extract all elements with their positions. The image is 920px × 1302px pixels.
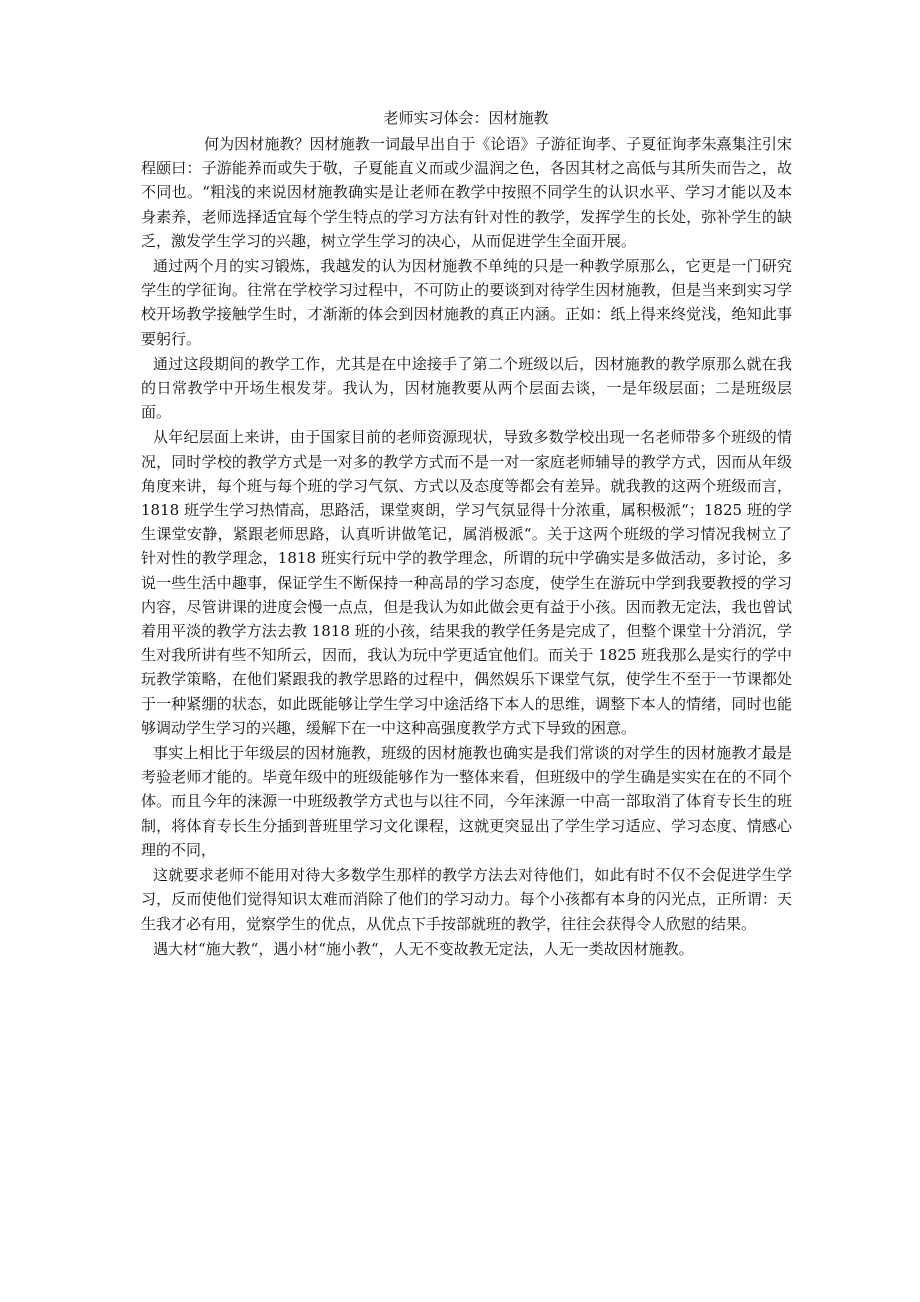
paragraph-definition: 何为因材施教？因材施教一词最早出自于《论语》子游征询孝、子夏征询孝朱熹集注引宋程颐曰：子游能养而或失于敬，子夏能直义而或少温润之色，各因其材之高低与其所失而告之，故不同也。“粗浅的来说因材施教确实是让老师在教学中按照不同学生的认识水平、学习才能以及本身素养，老师选择适宜每个学生特点的学习方法有针对性的教学，发挥学生的长处，弥补学生的缺乏，激发学生学习的兴趣，树立学生学习的决心，从而促进学生全面开展。 [141,135,792,250]
document-title: 老师实习体会：因材施教 [383,109,549,127]
paragraph-class-level: 事实上相比于年级层的因材施教，班级的因材施教也确实是我们常谈的对学生的因材施教才最是考验老师才能的。毕竟年级中的班级能够作为一整体来看，但班级中的学生确是实实在在的不同个体。而且今年的涞源一中班级教学方式也与以往不同，今年涞源一中高一部取消了体育专长生的班制，将体育专长生分插到普班里学习文化课程，这就更突显出了学生学习适应、学习态度、情感心理的不同， [141,744,792,859]
paragraph-internship: 通过两个月的实习锻炼，我越发的认为因材施教不单纯的只是一种教学原那么，它更是一门研究学生的学征询。往常在学校学习过程中，不可防止的要谈到对待学生因材施教，但是当来到实习学校开场教学接触学生时，才渐渐的体会到因材施教的真正内涵。正如：纸上得来终觉浅，绝知此事要躬行。 [141,257,792,348]
paragraph-teacher-requirement: 这就要求老师不能用对待大多数学生那样的教学方法去对待他们，如此有时不仅不会促进学生学习，反而使他们觉得知识太难而消除了他们的学习动力。每个小孩都有本身的闪光点，正所谓：天生我才必有用，觉察学生的优点，从优点下手按部就班的教学，往往会获得令人欣慰的结果。 [141,866,792,933]
paragraph-conclusion: 遇大材“施大教“，遇小材“施小教“，人无不变故教无定法，人无一类故因材施教。 [153,939,694,958]
paragraph-grade-level: 从年纪层面上来讲，由于国家目前的老师资源现状，导致多数学校出现一名老师带多个班级的情况，同时学校的教学方式是一对多的教学方式而不是一对一家庭老师辅导的教学方式，因而从年级角度来讲，每个班与每个班的学习气氛、方式以及态度等都会有差异。就我教的这两个班级而言，1818 班学生学习热情高，思路活，课堂爽朗，学习气氛显得十分浓重，属积极派“；1825 班的学生课堂安静，紧跟老师思路，认真听讲做笔记，属消极派“。关于这两个班级的学习情况我树立了针对性的教学理念，1818 班实行玩中学的教学理念，所谓的玩中学确实是多做活动，多讨论，多说一些生活中趣事，保证学生不断保持一种高昂的学习态度，使学生在游玩中学到我要教授的学习内容，尽管讲课的进度会慢一点点，但是我认为如此做会更有益于小孩。因而教无定法，我也曾试着用平淡的教学方法去教 1818 班的小孩，结果我的教学任务是完成了，但整个课堂十分消沉，学生对我所讲有些不知所云，因而，我认为玩中学更适宜他们。而关于 1825 班我那么是实行的学中玩教学策略，在他们紧跟我的教学思路的过程中，偶然娱乐下课堂气氛，使学生不至于一节课都处于一种紧绷的状态，如此既能够让学生学习中途活络下本人的思维，调整下本人的情绪，同时也能够调动学生学习的兴趣，缓解下在一中这种高强度教学方式下导致的困意。 [141,428,792,737]
paragraph-two-levels: 通过这段期间的教学工作，尤其是在中途接手了第二个班级以后，因材施教的教学原那么就在我的日常教学中开场生根发芽。我认为，因材施教要从两个层面去谈，一是年级层面；二是班级层面。 [141,354,792,422]
